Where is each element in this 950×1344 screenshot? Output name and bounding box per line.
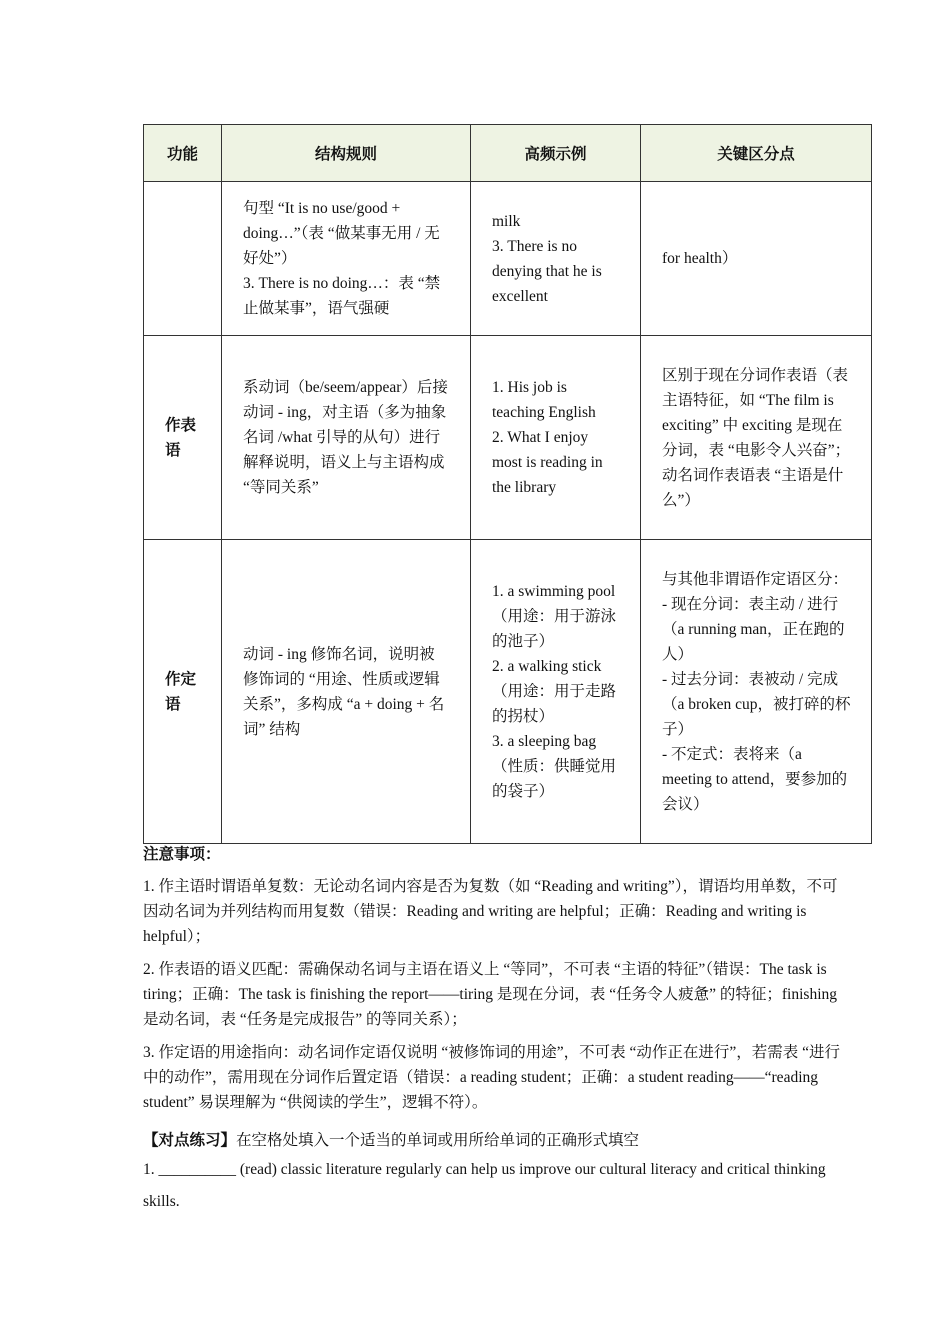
table-row [144,182,872,336]
header-structure-rule: 结构规则 [222,125,471,182]
note-item: 1. 作主语时谓语单复数：无论动名词内容是否为复数（如 “Reading and writing”），谓语均用单数，不可因动名词为并列结构而用复数（错误：Reading and writing are helpful；正确：Reading and writing is helpful）； [143,878,838,945]
row-distinction: 区别于现在分词作表语（表主语特征，如 “The film is exciting” 中 exciting 是现在分词，表 “电影令人兴奋”；动名词作表语表 “主语是什么”） [641,336,872,540]
row-examples: 1. a swimming pool（用途：用于游泳的池子） 2. a walking stick（用途：用于走路的拐杖） 3. a sleeping bag（性质：供睡觉用的袋子） [471,540,641,844]
note-item: 3. 作定语的用途指向：动名词作定语仅说明 “被修饰词的用途”，不可表 “动作正在进行”，若需表 “进行中的动作”，需用现在分词作后置定语（错误：a reading student；正确：a student reading——“reading student” 易误理解为 “供阅读的学生”，逻辑不符）。 [143,1044,841,1111]
practice-section [143,1128,833,1218]
header-function: 功能 [144,125,222,182]
row-rule: 动词 - ing 修饰名词，说明被修饰词的 “用途、性质或逻辑关系”，多构成 “a + doing + 名词” 结构 [222,540,471,844]
row-rule: 系动词（be/seem/appear）后接动词 - ing，对主语（多为抽象名词 /what 引导的从句）进行解释说明，语义上与主语构成 “等同关系” [222,336,471,540]
grammar-table [143,124,872,844]
header-examples: 高频示例 [471,125,641,182]
row-function [144,182,222,336]
header-key-distinction: 关键区分点 [641,125,872,182]
notes-section [143,842,843,1123]
row-examples: 1. His job is teaching English 2. What I enjoy most is reading in the library [471,336,641,540]
row-examples: milk 3. There is no denying that he is excellent [471,182,641,336]
row-rule: 句型 “It is no use/good + doing…”（表 “做某事无用 / 无好处”） 3. There is no doing…：表 “禁止做某事”，语气强硬 [222,182,471,336]
table-header-row [144,125,872,182]
practice-question: 1. __________ (read) classic literature regularly can help us improve our cultural literacy and critical thinking skills. [143,1161,826,1210]
notes-title: 注意事项： [143,846,221,863]
practice-heading [143,1128,833,1154]
table-row [144,336,872,540]
row-distinction: 与其他非谓语作定语区分： - 现在分词：表主动 / 进行（a running man，正在跑的人） - 过去分词：表被动 / 完成（a broken cup，被打碎的杯子） - 不定式：表将来（a meeting to attend，要参加的会议） [641,540,872,844]
practice-title: 【对点练习】 [143,1132,237,1149]
row-function: 作定语 [144,540,222,844]
practice-instruction: 在空格处填入一个适当的单词或用所给单词的正确形式填空 [236,1132,640,1149]
note-item: 2. 作表语的语义匹配：需确保动名词与主语在语义上 “等同”，不可表 “主语的特征”（错误：The task is tiring；正确：The task is finishing the report——tiring 是现在分词，表 “任务令人疲惫” 的特征；finishing 是动名词，表 “任务是完成报告” 的等同关系）； [143,961,837,1028]
row-distinction: for health） [641,182,872,336]
row-function: 作表语 [144,336,222,540]
table-row [144,540,872,844]
